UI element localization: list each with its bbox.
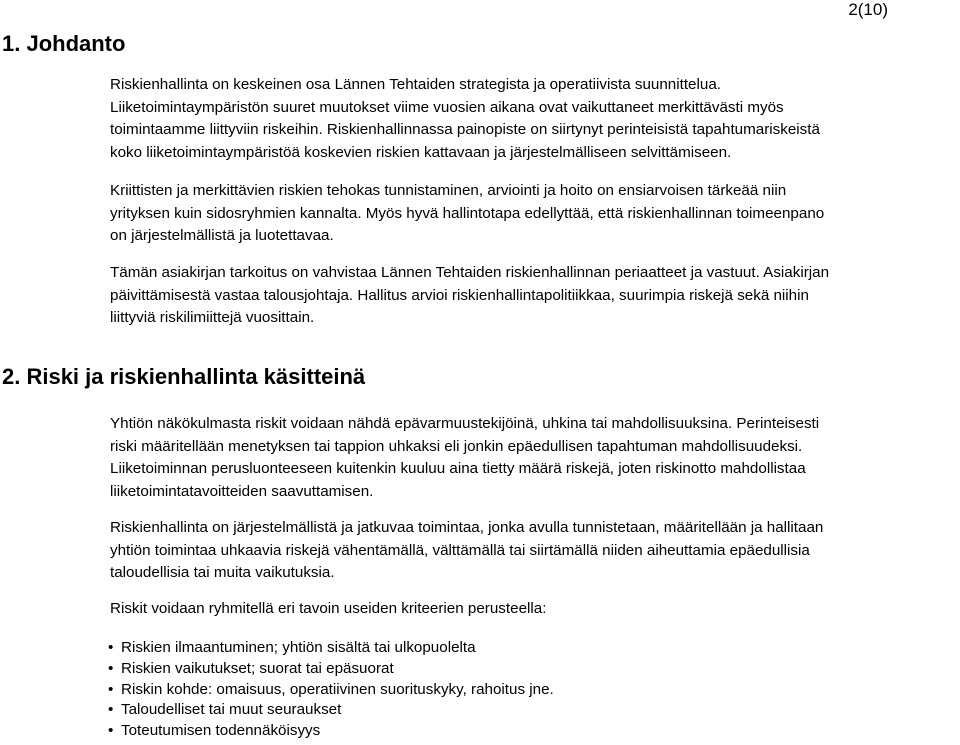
bullet-icon: • <box>108 659 114 677</box>
section-2-paragraph-1 <box>110 413 960 503</box>
page-number: 2(10) <box>848 0 888 19</box>
text-line: Liiketoimintaympäristön suuret muutokset viime vuosien aikana ovat vaikuttaneet merkittävästi myös <box>110 98 784 116</box>
text-line: taloudellisia tai muita vaikutuksia. <box>110 564 335 581</box>
text-line: Yhtiön näkökulmasta riskit voidaan nähdä epävarmuustekijöinä, uhkina tai mahdollisuuksina. Perinteisesti <box>110 415 820 432</box>
text-line: riski määritellään menetyksen tai tappion uhkaksi eli jonkin epäedullisen tapahtuman mahdollisuudeksi. <box>110 437 803 455</box>
list-item <box>108 638 554 659</box>
text-line: toimintaamme liittyviin riskeihin. Riskienhallinnassa painopiste on siirtynyt perinteisistä tapahtumariskeistä <box>110 121 820 138</box>
text-line: Kriittisten ja merkittävien riskien tehokas tunnistaminen, arviointi ja hoito on ensiarvoisen tärkeää niin <box>110 182 787 199</box>
text-line: Riskienhallinta on järjestelmällistä ja jatkuvaa toimintaa, jonka avulla tunnistetaan, määritellään ja hallitaan <box>110 519 824 536</box>
list-item <box>108 659 554 680</box>
text-line: yrityksen kuin sidosryhmien kannalta. Myös hyvä hallintotapa edellyttää, että riskienhallinnan toimeenpano <box>110 204 825 222</box>
section-2-paragraph-2 <box>110 517 960 585</box>
text-line: Riskienhallinta on keskeinen osa Lännen Tehtaiden strategista ja operatiivista suunnittelua. <box>110 76 721 93</box>
section-1-paragraph-2 <box>110 180 960 248</box>
section-2-paragraph-3 <box>110 598 960 621</box>
text-line: liiketoimintatavoitteiden saavuttamisen. <box>110 482 374 500</box>
section-1-paragraph-1 <box>110 74 960 164</box>
bullet-icon: • <box>108 722 114 740</box>
text-line: Liiketoiminnan perusluonteeseen kuitenkin kuuluu aina tietty määrä riskejä, joten riskinotto mahdollistaa <box>110 460 806 477</box>
list-item <box>108 700 554 721</box>
text-line: liittyviä riskilimiittejä vuosittain. <box>110 309 315 326</box>
section-1-heading: 1. Johdanto <box>2 31 126 56</box>
text-line: päivittämisestä vastaa talousjohtaja. Hallitus arvioi riskienhallintapolitiikkaa, suurimpia riskejä sekä niihin <box>110 286 809 304</box>
text-line: on järjestelmällistä ja luotettavaa. <box>110 227 334 244</box>
list-item-text: Riskin kohde: omaisuus, operatiivinen suorituskyky, rahoitus jne. <box>121 680 554 698</box>
bullet-icon: • <box>108 701 114 719</box>
list-item <box>108 721 554 742</box>
bullet-icon: • <box>108 680 114 698</box>
text-line: yhtiön toimintaa uhkaavia riskejä vähentämällä, välttämällä tai siirtämällä niiden aiheuttamia epäedullisia <box>110 541 810 559</box>
section-2-heading: 2. Riski ja riskienhallinta käsitteinä <box>2 364 366 389</box>
text-line: koko liiketoimintaympäristöä koskevien riskien kattavaan ja järjestelmälliseen selvittämiseen. <box>110 143 732 161</box>
text-line: Tämän asiakirjan tarkoitus on vahvistaa Lännen Tehtaiden riskienhallinnan periaatteet ja vastuut. Asiakirjan <box>110 264 830 281</box>
list-item-text: Riskien vaikutukset; suorat tai epäsuorat <box>121 659 394 677</box>
list-item-text: Taloudelliset tai muut seuraukset <box>121 701 342 719</box>
text-line: Riskit voidaan ryhmitellä eri tavoin useiden kriteerien perusteella: <box>110 600 547 617</box>
bullet-icon: • <box>108 639 114 656</box>
section-1-paragraph-3 <box>110 262 960 330</box>
list-item-text: Toteutumisen todennäköisyys <box>121 722 321 740</box>
risk-criteria-list <box>108 638 554 742</box>
list-item <box>108 680 554 701</box>
list-item-text: Riskien ilmaantuminen; yhtiön sisältä tai ulkopuolelta <box>121 639 476 656</box>
